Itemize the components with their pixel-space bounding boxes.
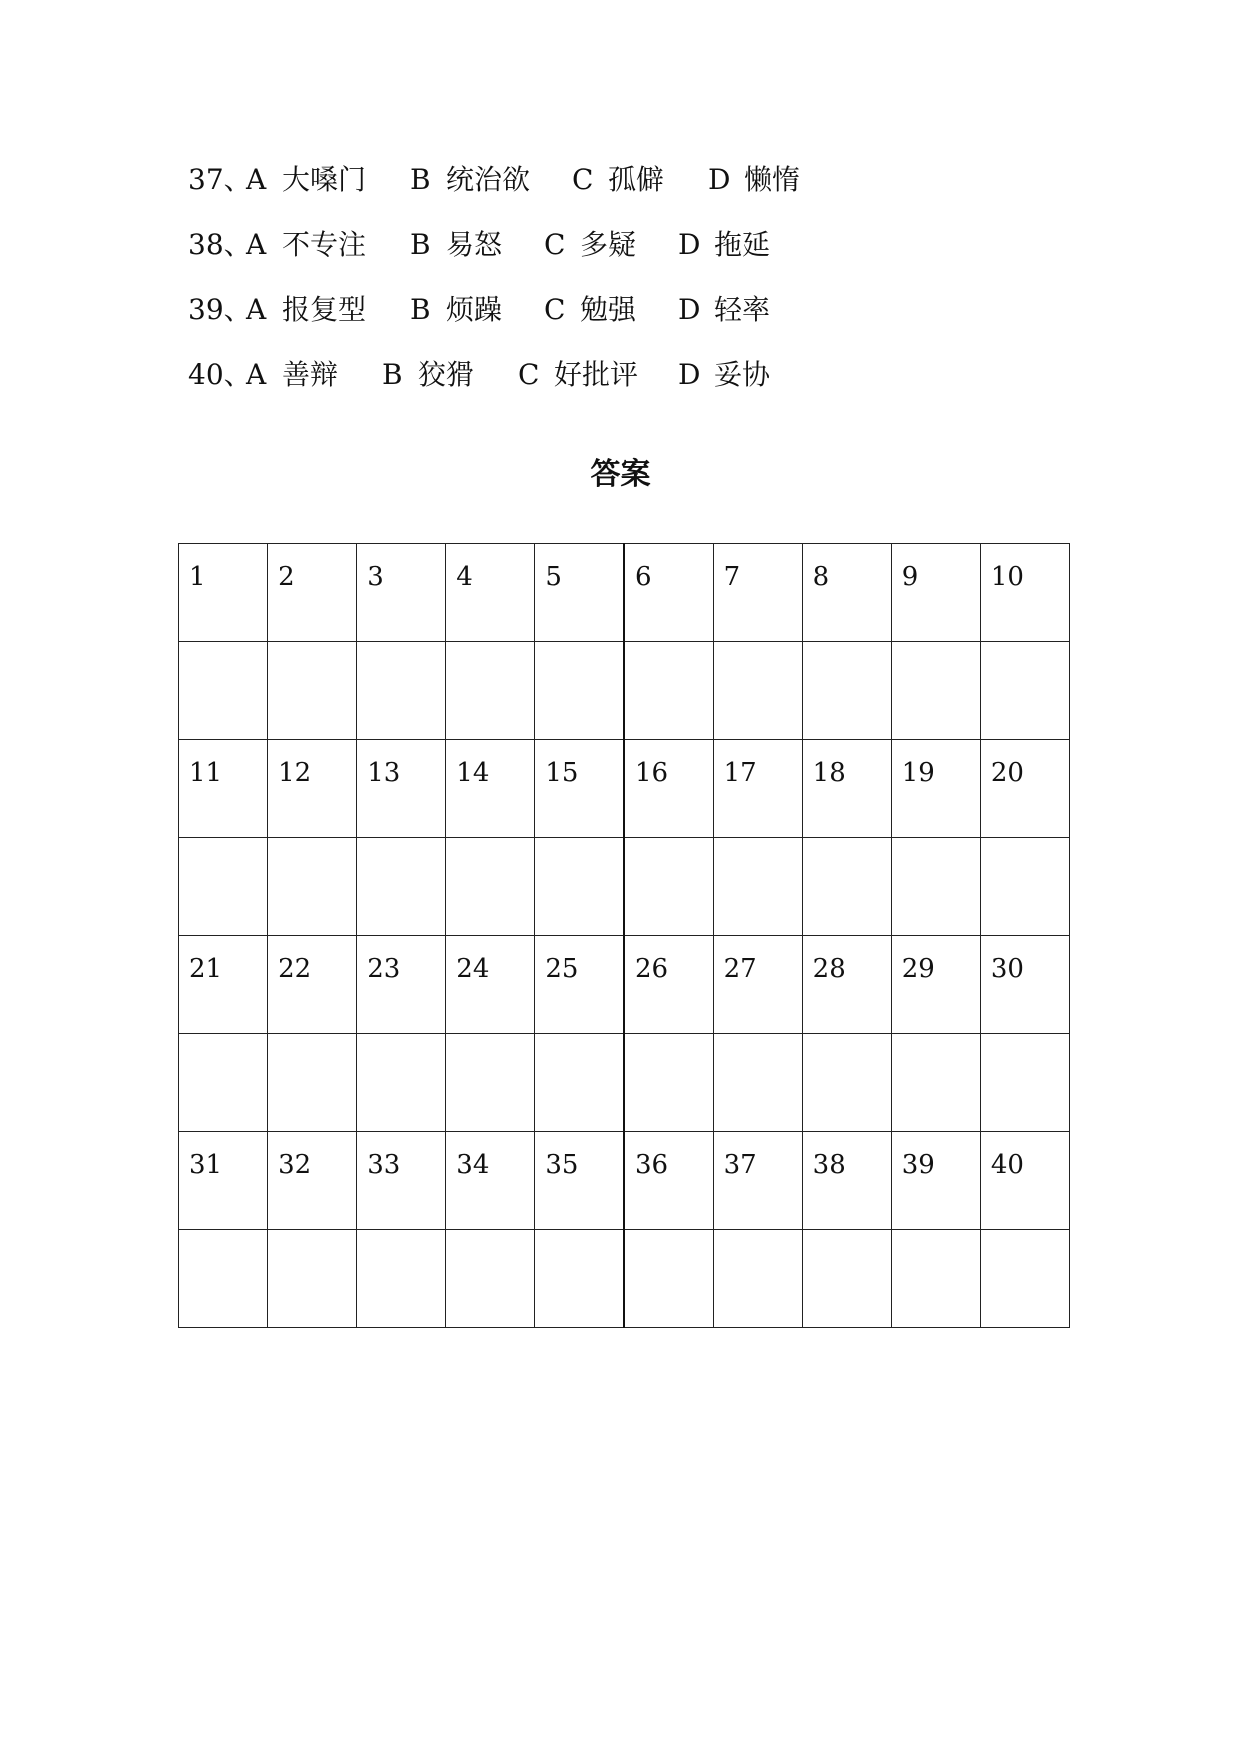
question-number-label: 8 <box>812 562 830 592</box>
question-number-label: 33 <box>367 1150 401 1180</box>
answer-cell[interactable] <box>891 1034 980 1132</box>
question-number-label: 34 <box>456 1150 490 1180</box>
answer-cell[interactable] <box>713 1230 802 1328</box>
number-cell <box>802 936 891 1034</box>
number-cell <box>980 936 1069 1034</box>
number-cell <box>713 1132 802 1230</box>
number-cell <box>980 1132 1069 1230</box>
number-cell <box>446 936 535 1034</box>
number-cell <box>179 1132 268 1230</box>
answer-cell[interactable] <box>268 838 357 936</box>
answer-cell[interactable] <box>980 1034 1069 1132</box>
question-number-label: 5 <box>545 562 562 592</box>
answer-cell[interactable] <box>891 1230 980 1328</box>
question-number-label: 7 <box>723 562 741 592</box>
question-number-label: 26 <box>634 954 669 984</box>
number-cell <box>713 936 802 1034</box>
answer-cell[interactable] <box>713 642 802 740</box>
option-b: B 统治欲 <box>410 163 531 196</box>
question-number-label: 35 <box>545 1150 579 1180</box>
answer-cell[interactable] <box>980 838 1069 936</box>
number-row <box>179 936 1070 1034</box>
question-number-label: 24 <box>456 954 490 984</box>
question-number-label: 14 <box>456 758 490 788</box>
option-a: A 报复型 <box>246 293 367 326</box>
question-number-label: 31 <box>189 1150 223 1180</box>
option-c: C 勉强 <box>544 293 637 326</box>
question-number-label: 11 <box>189 758 223 788</box>
answer-row <box>179 838 1070 936</box>
question-number-label: 1 <box>189 562 206 592</box>
number-cell <box>624 1132 713 1230</box>
option-b: B 烦躁 <box>410 293 503 326</box>
question-number-label: 28 <box>812 954 846 984</box>
question-number-label: 39 <box>901 1150 935 1180</box>
question-number: 40、 <box>188 358 252 391</box>
number-cell <box>357 740 446 838</box>
option-d: D 拖延 <box>678 228 771 261</box>
option-d: D 轻率 <box>678 293 771 326</box>
answer-cell[interactable] <box>357 838 446 936</box>
number-cell <box>179 936 268 1034</box>
number-cell <box>891 544 980 642</box>
number-cell <box>891 1132 980 1230</box>
option-b: B 狡猾 <box>382 358 475 391</box>
option-d: D 懒惰 <box>708 163 801 196</box>
answer-grid-body <box>179 544 1070 1328</box>
number-cell <box>357 936 446 1034</box>
question-number-label: 27 <box>723 954 757 984</box>
number-cell <box>713 740 802 838</box>
answer-title: 答案 <box>590 457 651 492</box>
answer-cell[interactable] <box>446 1034 535 1132</box>
answer-cell[interactable] <box>535 1034 624 1132</box>
answer-cell[interactable] <box>268 642 357 740</box>
number-cell <box>624 740 713 838</box>
answer-cell[interactable] <box>357 642 446 740</box>
option-a: A 善辩 <box>246 358 339 391</box>
number-cell <box>446 544 535 642</box>
number-cell <box>535 544 624 642</box>
question-number-label: 22 <box>278 954 312 984</box>
question-number-label: 20 <box>990 758 1024 788</box>
question-number-label: 12 <box>278 758 312 788</box>
answer-cell[interactable] <box>535 838 624 936</box>
number-cell <box>891 740 980 838</box>
question-number-label: 15 <box>545 758 579 788</box>
number-cell <box>713 544 802 642</box>
answer-cell[interactable] <box>179 1230 268 1328</box>
question-number-label: 18 <box>812 758 846 788</box>
answer-cell[interactable] <box>624 1230 713 1328</box>
question-number-label: 29 <box>901 954 935 984</box>
number-cell <box>357 544 446 642</box>
answer-cell[interactable] <box>268 1034 357 1132</box>
number-cell <box>535 936 624 1034</box>
question-number-label: 23 <box>367 954 401 984</box>
answer-cell[interactable] <box>624 642 713 740</box>
answer-cell[interactable] <box>179 642 268 740</box>
number-cell <box>624 544 713 642</box>
number-cell <box>802 740 891 838</box>
number-row <box>179 1132 1070 1230</box>
question-number-label: 38 <box>812 1150 846 1180</box>
number-cell <box>802 1132 891 1230</box>
answer-cell[interactable] <box>891 642 980 740</box>
answer-row <box>179 642 1070 740</box>
option-c: C 孤僻 <box>572 163 665 196</box>
number-cell <box>624 936 713 1034</box>
answer-cell[interactable] <box>802 642 891 740</box>
answer-cell[interactable] <box>535 1230 624 1328</box>
number-cell <box>268 740 357 838</box>
number-cell <box>268 1132 357 1230</box>
number-cell <box>535 1132 624 1230</box>
question-number-label: 25 <box>545 954 579 984</box>
answer-cell[interactable] <box>268 1230 357 1328</box>
number-cell <box>179 740 268 838</box>
question-number-label: 30 <box>990 954 1024 984</box>
number-cell <box>535 740 624 838</box>
option-b: B 易怒 <box>410 228 503 261</box>
answer-cell[interactable] <box>535 642 624 740</box>
answer-cell[interactable] <box>802 1230 891 1328</box>
question-number-label: 19 <box>901 758 935 788</box>
answer-cell[interactable] <box>891 838 980 936</box>
question-number-label: 3 <box>367 562 384 592</box>
question-number-label: 4 <box>456 562 473 592</box>
answer-row <box>179 1230 1070 1328</box>
question-number-label: 6 <box>634 562 652 592</box>
answer-cell[interactable] <box>713 1034 802 1132</box>
number-cell <box>446 1132 535 1230</box>
number-cell <box>268 936 357 1034</box>
question-number: 37、 <box>188 163 252 196</box>
answer-cell[interactable] <box>980 1230 1069 1328</box>
number-cell <box>179 544 268 642</box>
number-row <box>179 740 1070 838</box>
question-number: 39、 <box>188 293 252 326</box>
question-number-label: 21 <box>189 954 223 984</box>
answer-row <box>179 1034 1070 1132</box>
answer-cell[interactable] <box>802 1034 891 1132</box>
number-cell <box>802 544 891 642</box>
option-d: D 妥协 <box>678 358 771 391</box>
option-a: A 不专注 <box>246 228 367 261</box>
question-number-label: 10 <box>990 562 1024 592</box>
question-number-label: 17 <box>723 758 757 788</box>
question-number-label: 2 <box>278 562 295 592</box>
answer-cell[interactable] <box>713 838 802 936</box>
number-cell <box>446 740 535 838</box>
question-number-label: 9 <box>901 562 919 592</box>
answer-cell[interactable] <box>802 838 891 936</box>
answer-cell[interactable] <box>446 1230 535 1328</box>
question-number-label: 32 <box>278 1150 312 1180</box>
question-number-label: 36 <box>634 1150 669 1180</box>
number-cell <box>980 544 1069 642</box>
answer-cell[interactable] <box>357 1230 446 1328</box>
question-number-label: 40 <box>990 1150 1024 1180</box>
answer-grid <box>178 543 1070 1328</box>
number-cell <box>357 1132 446 1230</box>
answer-cell[interactable] <box>624 1034 713 1132</box>
question-number-label: 37 <box>723 1150 757 1180</box>
answer-cell[interactable] <box>624 838 713 936</box>
option-a: A 大嗓门 <box>246 163 367 196</box>
question-number-label: 13 <box>367 758 401 788</box>
question-number: 38、 <box>188 228 252 261</box>
answer-cell[interactable] <box>179 838 268 936</box>
answer-cell[interactable] <box>446 642 535 740</box>
number-cell <box>980 740 1069 838</box>
number-cell <box>268 544 357 642</box>
answer-cell[interactable] <box>357 1034 446 1132</box>
number-cell <box>891 936 980 1034</box>
option-c: C 好批评 <box>518 358 639 391</box>
question-number-label: 16 <box>634 758 669 788</box>
option-c: C 多疑 <box>544 228 637 261</box>
number-row <box>179 544 1070 642</box>
answer-cell[interactable] <box>446 838 535 936</box>
answer-cell[interactable] <box>179 1034 268 1132</box>
answer-cell[interactable] <box>980 642 1069 740</box>
